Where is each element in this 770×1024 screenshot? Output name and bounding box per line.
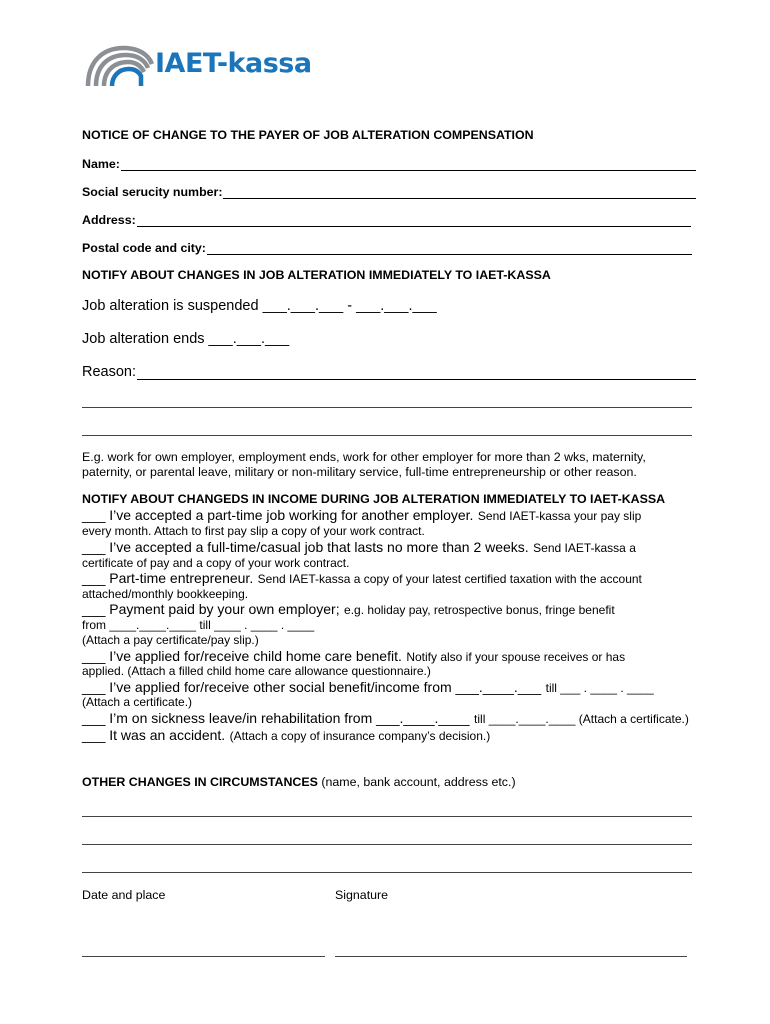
item1-note-2: every month. Attach to first pay slip a copy of your work contract.	[82, 524, 425, 538]
item-sickness-leave[interactable]	[82, 710, 689, 728]
item3-note: Send IAET-kassa a copy of your latest certified taxation with the account	[257, 572, 642, 586]
item-accident[interactable]	[82, 727, 490, 745]
other-changes-line-3[interactable]	[82, 872, 692, 873]
address-label: Address:	[82, 213, 136, 227]
item6-note: till ___ . ____ . ____	[545, 681, 654, 695]
item3-note-2: attached/monthly bookkeeping.	[82, 587, 249, 601]
name-label: Name:	[82, 157, 120, 171]
section3-heading	[82, 775, 516, 789]
logo-arcs-icon	[84, 44, 154, 88]
section1-heading: NOTIFY ABOUT CHANGES IN JOB ALTERATION IMMEDIATELY TO IAET-KASSA	[82, 268, 551, 282]
item-employer-payment[interactable]	[82, 601, 615, 619]
iaet-kassa-logo	[84, 44, 324, 88]
item1-main: ___ I’ve accepted a part-time job working for another employer.	[82, 507, 474, 523]
item5-main: ___ I’ve applied for/receive child home care benefit.	[82, 648, 402, 664]
item-part-time-job[interactable]	[82, 507, 641, 525]
signature-label: Signature	[335, 888, 389, 902]
item4-note: e.g. holiday pay, retrospective bonus, fringe benefit	[344, 603, 615, 617]
item4-note-2[interactable]: from ____.____.____ till ____ . ____ . ____	[82, 618, 315, 632]
ssn-label: Social serucity number:	[82, 185, 223, 199]
item7-main: ___ I’m on sickness leave/in rehabilitation from ___.____.____	[82, 710, 470, 726]
ssn-field[interactable]	[82, 185, 696, 199]
postal-label: Postal code and city:	[82, 241, 206, 255]
reason-example-2: paternity, or parental leave, military or non-military service, full-time entrepreneurship or other reason.	[82, 465, 637, 479]
reason-label: Reason:	[82, 364, 137, 380]
item3-main: ___ Part-time entrepreneur.	[82, 570, 254, 586]
reason-field[interactable]	[82, 364, 696, 380]
reason-line-3[interactable]	[82, 435, 692, 436]
logo-text: IAET-kassa	[155, 48, 312, 79]
item-full-time-job[interactable]	[82, 539, 636, 557]
item8-main: ___ It was an accident.	[82, 727, 226, 743]
address-field[interactable]	[82, 213, 691, 227]
section2-heading: NOTIFY ABOUT CHANGEDS IN INCOME DURING JOB ALTERATION IMMEDIATELY TO IAET-KASSA	[82, 492, 666, 506]
item5-note: Notify also if your spouse receives or has	[406, 650, 626, 664]
item1-note: Send IAET-kassa your pay slip	[477, 509, 642, 523]
item8-note: (Attach a copy of insurance company’s decision.)	[229, 729, 491, 743]
signature-line[interactable]	[335, 956, 687, 957]
other-changes-line-2[interactable]	[82, 844, 692, 845]
item4-main: ___ Payment paid by your own employer;	[82, 601, 340, 617]
item2-main: ___ I’ve accepted a full-time/casual job that lasts no more than 2 weeks.	[82, 539, 529, 555]
date-place-label: Date and place	[82, 888, 166, 902]
item6-main: ___ I’ve applied for/receive other social benefit/income from ___.____.___	[82, 679, 542, 695]
reason-line-2[interactable]	[82, 407, 692, 408]
item2-note-2: certificate of pay and a copy of your work contract.	[82, 556, 350, 570]
postal-field[interactable]	[82, 241, 692, 255]
section3-title: OTHER CHANGES IN CIRCUMSTANCES	[82, 775, 318, 789]
item4-note-3: (Attach a pay certificate/pay slip.)	[82, 633, 259, 647]
name-field[interactable]	[82, 157, 696, 171]
ends-field[interactable]: Job alteration ends ___.___.___	[82, 331, 290, 347]
section3-note: (name, bank account, address etc.)	[321, 775, 516, 789]
item7-note: till ____.____.____ (Attach a certificate.)	[474, 712, 689, 726]
suspended-field[interactable]: Job alteration is suspended ___.___.___ - ___.___.___	[82, 298, 437, 314]
date-place-line[interactable]	[82, 956, 325, 957]
reason-example: E.g. work for own employer, employment ends, work for other employer for more than 2 wks, maternity,	[82, 450, 646, 464]
item6-note-2: (Attach a certificate.)	[82, 695, 193, 709]
other-changes-line-1[interactable]	[82, 816, 692, 817]
item5-note-2: applied. (Attach a filled child home care allowance questionnaire.)	[82, 664, 431, 678]
page-title: NOTICE OF CHANGE TO THE PAYER OF JOB ALTERATION COMPENSATION	[82, 128, 534, 142]
item-part-time-entrepreneur[interactable]	[82, 570, 642, 588]
item2-note: Send IAET-kassa a	[533, 541, 636, 555]
